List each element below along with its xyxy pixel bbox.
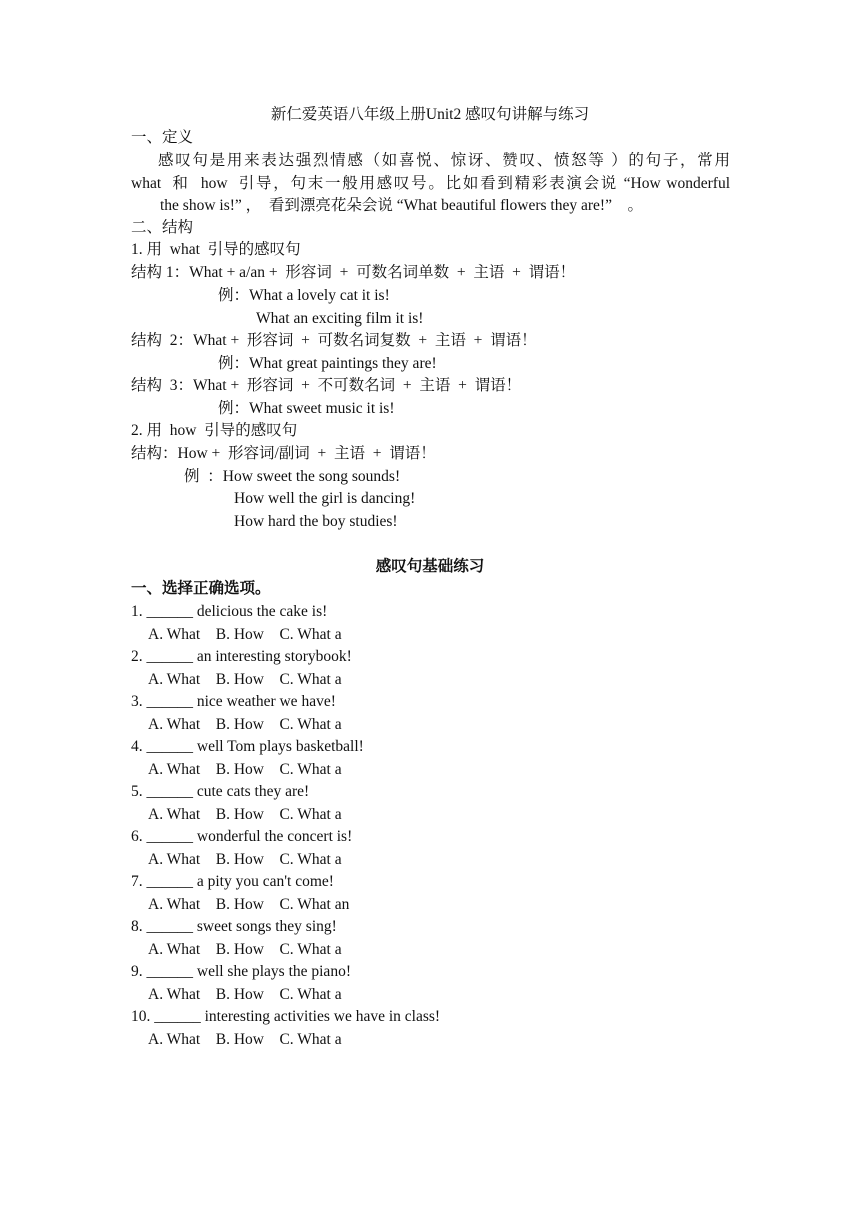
section-heading-structure: 二、结构 (131, 219, 194, 236)
practice-title: 感叹句基础练习 (375, 558, 485, 575)
question-8: 8. ______ sweet songs they sing! (131, 918, 337, 935)
question-5-options: A. What B. How C. What a (148, 806, 342, 823)
question-3: 3. ______ nice weather we have! (131, 693, 336, 710)
question-9: 9. ______ well she plays the piano! (131, 963, 351, 980)
section-heading-definition: 一、定义 (131, 129, 194, 146)
definition-line-1: 感叹句是用来表达强烈情感（如喜悦、惊讶、赞叹、愤怒等 ）的句子，常用 (158, 152, 730, 169)
question-8-options: A. What B. How C. What a (148, 941, 342, 958)
question-4: 4. ______ well Tom plays basketball! (131, 738, 364, 755)
structure-1-example-1: 例：What a lovely cat it is! (218, 287, 390, 304)
question-10-options: A. What B. How C. What a (148, 1031, 342, 1048)
practice-instruction: 一、选择正确选项。 (131, 580, 271, 597)
structure-how: 结构：How + 形容词/副词 + 主语 + 谓语！ (131, 445, 436, 462)
question-5: 5. ______ cute cats they are! (131, 783, 310, 800)
question-1-options: A. What B. How C. What a (148, 626, 342, 643)
question-1: 1. ______ delicious the cake is! (131, 603, 328, 620)
structure-how-example-2: How well the girl is dancing! (234, 490, 416, 507)
question-6-options: A. What B. How C. What a (148, 851, 342, 868)
question-2-options: A. What B. How C. What a (148, 671, 342, 688)
structure-how-example-3: How hard the boy studies! (234, 513, 398, 530)
question-2: 2. ______ an interesting storybook! (131, 648, 352, 665)
structure-3: 结构 3：What + 形容词 + 不可数名词 + 主语 + 谓语！ (131, 377, 522, 394)
question-7-options: A. What B. How C. What an (148, 896, 350, 913)
definition-line-2: what 和 how 引导，句末一般用感叹号。比如看到精彩表演会说 “How wonderful (131, 175, 730, 192)
definition-line-3: the show is!” ， 看到漂亮花朵会说 “What beautiful flowers they are!” 。 (160, 197, 643, 214)
how-subheading: 2. 用 how 引导的感叹句 (131, 422, 298, 439)
structure-1-example-2: What an exciting film it is! (256, 310, 424, 327)
structure-2-example-1: 例：What great paintings they are! (218, 355, 437, 372)
question-10: 10. ______ interesting activities we have in class! (131, 1008, 441, 1025)
question-6: 6. ______ wonderful the concert is! (131, 828, 353, 845)
structure-how-example-1: 例 ：How sweet the song sounds! (184, 468, 401, 485)
structure-2: 结构 2：What + 形容词 + 可数名词复数 + 主语 + 谓语！ (131, 332, 537, 349)
structure-1: 结构 1：What + a/an + 形容词 + 可数名词单数 + 主语 + 谓语！ (131, 264, 576, 281)
document-title: 新仁爱英语八年级上册Unit2 感叹句讲解与练习 (270, 106, 590, 123)
structure-3-example-1: 例：What sweet music it is! (218, 400, 395, 417)
question-3-options: A. What B. How C. What a (148, 716, 342, 733)
question-7: 7. ______ a pity you can't come! (131, 873, 334, 890)
question-9-options: A. What B. How C. What a (148, 986, 342, 1003)
question-4-options: A. What B. How C. What a (148, 761, 342, 778)
what-subheading: 1. 用 what 引导的感叹句 (131, 241, 301, 258)
